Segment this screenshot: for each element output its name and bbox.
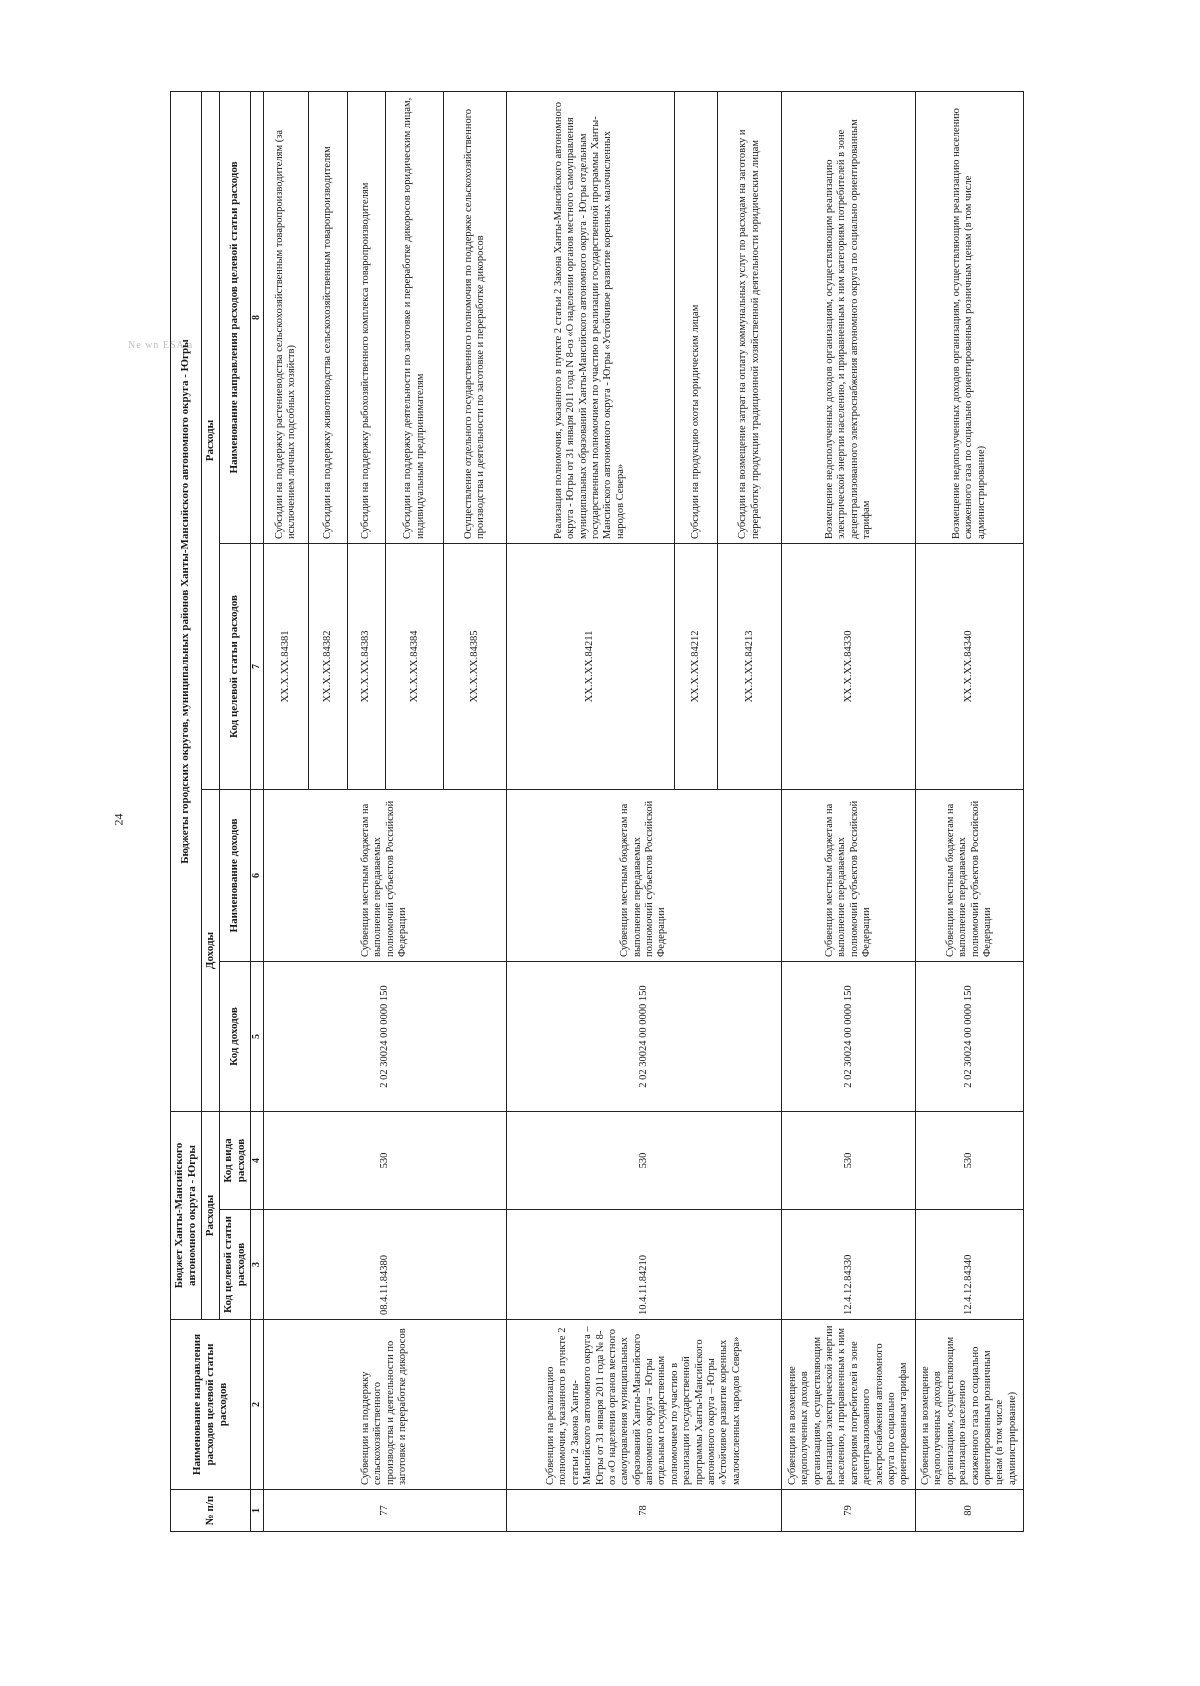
table-row bbox=[263, 92, 309, 1532]
sub-code: XX.X.XX.84213 bbox=[718, 544, 782, 790]
header-local-code: Код целевой статьи расходов bbox=[219, 544, 250, 790]
sub-code: XX.X.XX.84383 bbox=[347, 544, 385, 790]
sub-name: Субсидии на возмещение затрат на оплату коммунальных услуг по расходам на заготовку и переработку продукции традиционной хозяйственной деятельности юридическим лицам bbox=[718, 92, 782, 544]
sub-code: XX.X.XX.84212 bbox=[674, 544, 718, 790]
column-number: 4 bbox=[250, 1112, 263, 1210]
column-number: 6 bbox=[250, 790, 263, 962]
sub-name: Возмещение недополученных доходов организациям, осуществляющим реализацию населению сжиженного газа по социально ориентированным розничным ценам (в том числе администрирование) bbox=[916, 92, 1024, 544]
row-okrug-kind: 530 bbox=[916, 1112, 1024, 1210]
header-okrug-budget: Бюджет Ханты-Мансийского автономного округа - Югры bbox=[171, 1112, 202, 1320]
header-income-name: Наименование доходов bbox=[219, 790, 250, 962]
row-income-code: 2 02 30024 00 0000 150 bbox=[916, 962, 1024, 1112]
sub-code: XX.X.XX.84384 bbox=[386, 544, 444, 790]
header-row-3 bbox=[219, 92, 250, 1532]
row-name: Субвенции на реализацию полномочия, указанного в пункте 2 статьи 2 Закона Ханты-Мансийского автономного округа – Югры от 31 января 2011 года № 8-оз «О наделении органов местного самоуправления муниципальных образований Ханты-Мансийского автономного округа – Югры отдельным государственным полномочием по участию в реализации государственной программы Ханты-Мансийского автономного округа – Югры «Устойчивое развитие коренных малочисленных народов Севера» bbox=[506, 1320, 782, 1490]
row-income-code: 2 02 30024 00 0000 150 bbox=[263, 962, 506, 1112]
sub-name: Субсидии на продукцию охоты юридическим лицам bbox=[674, 92, 718, 544]
column-number: 8 bbox=[250, 92, 263, 544]
header-name: Наименование направления расходов целевой статьи расходов bbox=[171, 1320, 251, 1490]
header-income-code: Код доходов bbox=[219, 962, 250, 1112]
sub-name: Реализация полномочия, указанного в пункте 2 статьи 2 Закона Ханты-Мансийского автономного округа - Югры от 31 января 2011 года N 8-оз «О наделении органов местного самоуправления муниципальных образований Ханты-Мансийского автономного округа - Югры отдельным государственным полномочием по участию в реализации государственной программы Ханты-Мансийского автономного округа - Югры «Устойчивое развитие коренных малочисленных народов Севера» bbox=[506, 92, 674, 544]
row-number: 78 bbox=[506, 1490, 782, 1532]
row-okrug-code: 12.4.12.84340 bbox=[916, 1210, 1024, 1320]
page-number: 24 bbox=[111, 813, 126, 826]
header-row-1 bbox=[171, 92, 202, 1532]
row-income-code: 2 02 30024 00 0000 150 bbox=[506, 962, 782, 1112]
row-income-name: Субвенции местным бюджетам на выполнение передаваемых полномочий субъектов Российской Федерации bbox=[506, 790, 782, 962]
row-income-name: Субвенции местным бюджетам на выполнение передаваемых полномочий субъектов Российской Федерации bbox=[916, 790, 1024, 962]
column-number: 2 bbox=[250, 1320, 263, 1490]
column-number: 3 bbox=[250, 1210, 263, 1320]
row-okrug-code: 10.4.11.84210 bbox=[506, 1210, 782, 1320]
row-number: 77 bbox=[263, 1490, 506, 1532]
sub-name: Субсидии на поддержку растениеводства сельскохозяйственным товаропроизводителям (за исключением личных подсобных хозяйств) bbox=[263, 92, 309, 544]
header-local-budgets: Бюджеты городских округов, муниципальных районов Ханты-Мансийского автономного округа - Югры bbox=[171, 92, 202, 1112]
row-number: 79 bbox=[782, 1490, 916, 1532]
row-number: 80 bbox=[916, 1490, 1024, 1532]
row-income-code: 2 02 30024 00 0000 150 bbox=[782, 962, 916, 1112]
row-name: Субвенции на возмещение недополученных доходов организациям, осуществляющим реализацию электрической энергии населению, и приравненным к ним категориям потребителей в зоне децентрализованного электроснабжения автономного округа по социально ориентированным тарифам bbox=[782, 1320, 916, 1490]
sub-code: XX.X.XX.84211 bbox=[506, 544, 674, 790]
sub-name: Осуществление отдельного государственного полномочия по поддержке сельскохозяйственного производства и деятельности по заготовке и переработке дикоросов bbox=[444, 92, 506, 544]
sub-code: XX.X.XX.84382 bbox=[309, 544, 347, 790]
header-local-expenses: Расходы bbox=[201, 92, 219, 790]
header-okrug-kind: Код вида расходов bbox=[219, 1112, 250, 1210]
row-income-name: Субвенции местным бюджетам на выполнение передаваемых полномочий субъектов Российской Федерации bbox=[263, 790, 506, 962]
sub-name: Субсидии на поддержку деятельности по заготовке и переработке дикоросов юридическим лицам, индивидуальным предпринимателям bbox=[386, 92, 444, 544]
header-no: № п/п bbox=[171, 1490, 251, 1532]
sub-code: XX.X.XX.84340 bbox=[916, 544, 1024, 790]
header-row-2 bbox=[201, 92, 219, 1532]
header-local-name: Наименование направления расходов целевой статьи расходов bbox=[219, 92, 250, 544]
sub-code: XX.X.XX.84381 bbox=[263, 544, 309, 790]
row-income-name: Субвенции местным бюджетам на выполнение передаваемых полномочий субъектов Российской Федерации bbox=[782, 790, 916, 962]
sub-name: Субсидии на поддержку рыбохозяйственного комплекса товаропроизводителям bbox=[347, 92, 385, 544]
scan-noise: Ne wn ESA a bbox=[128, 340, 194, 351]
header-okrug-expenses: Расходы bbox=[201, 1112, 219, 1320]
sub-code: XX.X.XX.84385 bbox=[444, 544, 506, 790]
document-table-rotated bbox=[170, 92, 1024, 1532]
header-okrug-code: Код целевой статьи расходов bbox=[219, 1210, 250, 1320]
column-number-row bbox=[250, 92, 263, 1532]
sub-code: XX.X.XX.84330 bbox=[782, 544, 916, 790]
row-okrug-kind: 530 bbox=[506, 1112, 782, 1210]
column-number: 1 bbox=[250, 1490, 263, 1532]
row-name: Субвенции на поддержку сельскохозяйственного производства и деятельности по заготовке и переработке дикоросов bbox=[263, 1320, 506, 1490]
sub-name: Субсидии на поддержку животноводства сельскохозяйственным товаропроизводителям bbox=[309, 92, 347, 544]
column-number: 7 bbox=[250, 544, 263, 790]
row-okrug-code: 08.4.11.84380 bbox=[263, 1210, 506, 1320]
table-row bbox=[782, 92, 916, 1532]
row-okrug-kind: 530 bbox=[263, 1112, 506, 1210]
row-name: Субвенции на возмещение недополученных доходов организациям, осуществляющим реализацию населению сжиженного газа по социально ориентированным розничным ценам (в том числе администрирование) bbox=[916, 1320, 1024, 1490]
column-number: 5 bbox=[250, 962, 263, 1112]
header-local-income: Доходы bbox=[201, 790, 219, 1112]
row-okrug-code: 12.4.12.84330 bbox=[782, 1210, 916, 1320]
table-row bbox=[916, 92, 1024, 1532]
sub-name: Возмещение недополученных доходов организациям, осуществляющим реализацию электрической энергии населению, и приравненным к ним категориям потребителей в зоне децентрализованного электроснабжения автономного округа по социально ориентированным тарифам bbox=[782, 92, 916, 544]
row-okrug-kind: 530 bbox=[782, 1112, 916, 1210]
table-row bbox=[506, 92, 674, 1532]
budget-table bbox=[170, 91, 1024, 1532]
